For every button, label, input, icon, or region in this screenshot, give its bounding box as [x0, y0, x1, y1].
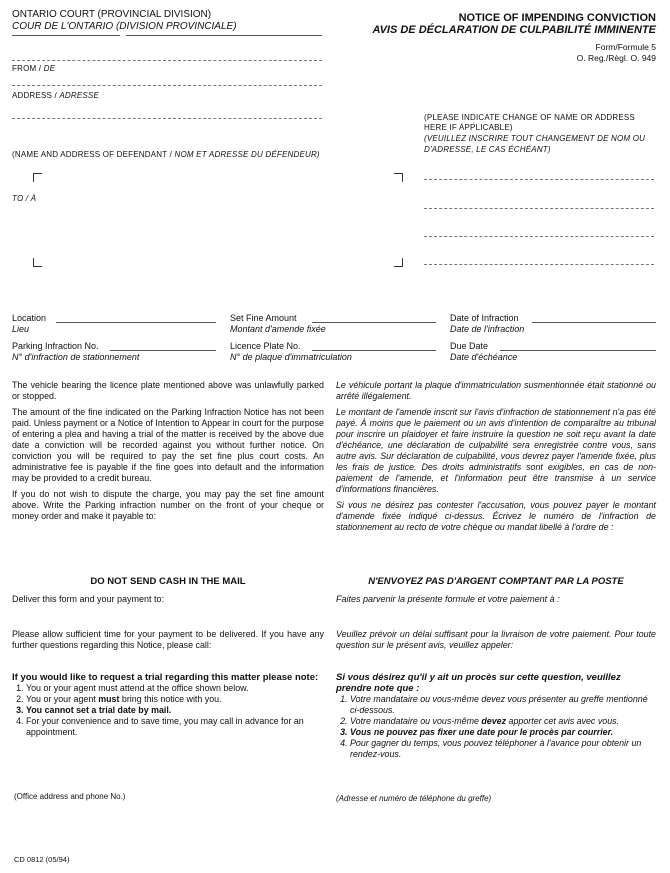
change-notice-fr-2: D'ADRESSE, LE CAS ÉCHÉANT) [424, 145, 551, 154]
field-plate-no: Licence Plate No. N° de plaque d'immatriculation [230, 341, 352, 362]
cash-heading-en: DO NOT SEND CASH IN THE MAIL [90, 576, 246, 587]
office-address-en: (Office address and phone No.) [14, 792, 126, 801]
trial-en-item-4: 4. For your convenience and to save time, you may call in advance for an appointment. [26, 716, 324, 738]
trial-heading-fr: Si vous désirez qu'il y ait un procès sur cette question, veuillez prendre note que : [336, 672, 621, 694]
trial-fr-item-1: 1. Votre mandataire ou vous-même devez vous présenter au greffe mentionné ci-dessous. [350, 694, 656, 716]
body-en [12, 380, 324, 527]
allow-fr: Veuillez prévoir un délai suffisant pour la livraison de votre paiement. Pour toute question sur le présent avis, veuillez appeler: [336, 629, 656, 650]
regulation: O. Reg./Règl. O. 949 [576, 53, 656, 63]
change-notice-en-2: HERE IF APPLICABLE) [424, 123, 513, 132]
change-line-1[interactable] [424, 179, 654, 180]
trial-en [12, 672, 324, 738]
defendant-line [12, 118, 322, 119]
trial-fr [336, 672, 656, 760]
form-code: CD 0812 (05/94) [14, 855, 70, 864]
field-plate-no-line[interactable] [312, 350, 436, 351]
change-line-2[interactable] [424, 208, 654, 209]
body-fr [336, 380, 656, 538]
field-date-infraction-line[interactable] [532, 322, 656, 323]
window-corner-tr [394, 173, 403, 182]
change-notice-en-1: (PLEASE INDICATE CHANGE OF NAME OR ADDRESS [424, 113, 635, 122]
window-corner-bl [33, 258, 42, 267]
change-notice-fr-1: (VEUILLEZ INSCRIRE TOUT CHANGEMENT DE NOM OU [424, 134, 646, 143]
to-label: TO / À [12, 194, 37, 203]
trial-en-item-3: 3. You cannot set a trial date by mail. [26, 705, 324, 716]
trial-fr-item-2: 2. Votre mandataire ou vous-même devez apporter cet avis avec vous. [350, 716, 656, 727]
body-en-p3: If you do not wish to dispute the charge, you may pay the set fine amount above. Write the Parking infraction number on the front of your cheque or money order and make it payable to: [12, 489, 324, 521]
field-infraction-no-line[interactable] [110, 350, 216, 351]
from-label: FROM / DE [12, 64, 56, 73]
field-location-line[interactable] [56, 322, 216, 323]
field-set-fine-line[interactable] [312, 322, 436, 323]
defendant-label: (NAME AND ADDRESS OF DEFENDANT / NOM ET ADRESSE DU DÉFENDEUR) [12, 150, 320, 159]
address-line [12, 85, 322, 86]
field-location: Location Lieu [12, 313, 47, 334]
trial-heading-en: If you would like to request a trial regarding this matter please note: [12, 672, 319, 683]
body-en-p2: The amount of the fine indicated on the Parking Infraction Notice has not been paid. Unless payment or a Notice of Intention to Appear in court for the purpose of entering a plea and having a trial of the matter is received by the above due date a conviction will be recorded against you without further notice. On conviction you will be required to pay the set fine plus court costs. An administrative fee is payable if the fine goes into default and the information may be provided to a credit bureau. [12, 407, 324, 483]
form-number: Form/Formule 5 [595, 42, 656, 52]
court-underline-2 [126, 35, 322, 36]
body-fr-p3: Si vous ne désirez pas contester l'accusation, vous pouvez payer le montant d'amende fixée indiqué ci-dessus. Écrivez le numéro de l'infraction de stationnement au recto de votre chèque ou mandat libellé à l'ordre de : [336, 500, 656, 532]
court-name-fr: COUR DE L'ONTARIO (DIVISION PROVINCIALE) [12, 21, 237, 32]
title-fr: AVIS DE DÉCLARATION DE CULPABILITÉ IMMINENTE [372, 24, 656, 36]
window-corner-br [394, 258, 403, 267]
cash-heading-fr: N'ENVOYEZ PAS D'ARGENT COMPTANT PAR LA POSTE [368, 576, 624, 587]
field-infraction-no: Parking Infraction No. N° d'infraction de stationnement [12, 341, 140, 362]
trial-en-item-2: 2. You or your agent must bring this notice with you. [26, 694, 324, 705]
body-en-p1: The vehicle bearing the licence plate mentioned above was unlawfully parked or stopped. [12, 380, 324, 401]
trial-fr-item-4: 4. Pour gagner du temps, vous pouvez téléphoner à l'avance pour obtenir un rendez-vous. [350, 738, 656, 760]
allow-en: Please allow sufficient time for your payment to be delivered. If you have any further questions regarding this Notice, please call: [12, 629, 324, 650]
change-line-3[interactable] [424, 236, 654, 237]
field-due-date-line[interactable] [500, 350, 656, 351]
court-underline [12, 35, 120, 36]
body-fr-p2: Le montant de l'amende inscrit sur l'avis d'infraction de stationnement n'a pas été payé. À moins que le paiement ou un avis d'intention de comparaître au tribunal pour inscrire un plaidoyer et faire instruire la question ne soit reçu avant la date d'échéance, une déclaration de culpabilité sera enregistrée contre vous, sans autre avis. Sur déclaration de culpabilité, vous devrez payer l'amende fixée, plus les frais de justice. Des droits administratifs sont exigibles, en cas de non-paiement de l'amende, et l'information peut être transmise à un service d'informations financières. [336, 407, 656, 494]
trial-fr-item-3: 3. Vous ne pouvez pas fixer une date pour le procès par courrier. [350, 727, 656, 738]
address-label: ADDRESS / ADRESSE [12, 91, 99, 100]
field-due-date: Due Date Date d'échéance [450, 341, 518, 362]
title-en: NOTICE OF IMPENDING CONVICTION [458, 12, 656, 24]
deliver-fr: Faites parvenir la présente formule et votre paiement à : [336, 594, 560, 604]
court-name-en: ONTARIO COURT (PROVINCIAL DIVISION) [12, 9, 212, 20]
deliver-en: Deliver this form and your payment to: [12, 594, 165, 604]
trial-en-item-1: 1. You or your agent must attend at the office shown below. [26, 683, 324, 694]
office-address-fr: (Adresse et numéro de téléphone du greffe) [336, 794, 492, 803]
change-line-4[interactable] [424, 264, 654, 265]
from-line-top [12, 60, 322, 61]
field-date-infraction: Date of Infraction Date de l'infraction [450, 313, 525, 334]
body-fr-p1: Le véhicule portant la plaque d'immatriculation susmentionnée était stationné ou arrêté illégalement. [336, 380, 656, 401]
field-set-fine: Set Fine Amount Montant d'amende fixée [230, 313, 326, 334]
window-corner-tl [33, 173, 42, 182]
